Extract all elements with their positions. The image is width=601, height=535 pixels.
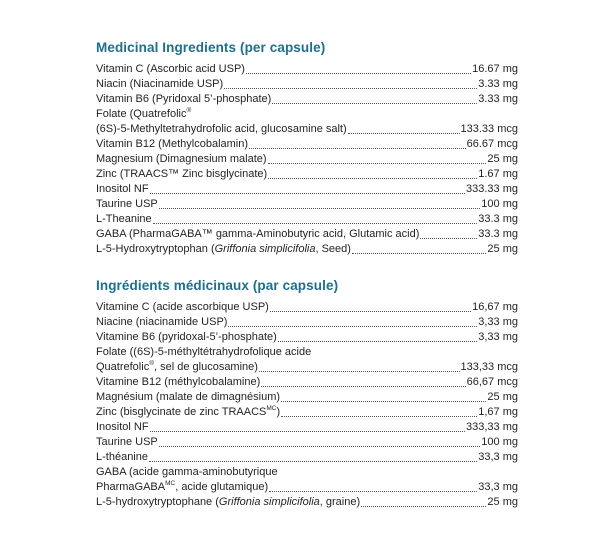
ingredient-amount: 25 mg <box>487 243 518 255</box>
ingredient-name-text: (6S)-5-Methyltetrahydrofolic acid, glucosamine salt) <box>96 123 347 135</box>
ingredient-amount: 3.33 mg <box>478 78 518 90</box>
ingredient-row <box>96 360 518 375</box>
ingredient-amount: 16.67 mg <box>472 63 518 75</box>
french-heading: Ingrédients médicinaux (par capsule) <box>96 278 339 293</box>
ingredient-name-text: Quatrefolic <box>96 361 150 373</box>
ingredient-name-text: Vitamine B6 (pyridoxal-5’-phosphate) <box>96 331 277 343</box>
ingredient-row <box>96 62 518 77</box>
dot-leader <box>281 405 477 420</box>
ingredient-name <box>96 360 258 375</box>
ingredient-name-text: Zinc (TRAACS™ Zinc bisglycinate) <box>96 168 268 180</box>
ingredient-amount: 333.33 mg <box>466 183 518 195</box>
ingredient-amount: 33.3 mg <box>478 228 518 240</box>
ingredient-name-text: , sel de glucosamine) <box>154 361 258 373</box>
ingredient-row <box>96 330 518 345</box>
ingredient-name-text: Taurine USP <box>96 436 158 448</box>
botanical-name: Griffonia simplicifolia <box>214 243 316 255</box>
ingredient-name <box>96 107 191 122</box>
ingredient-amount: 1.67 mg <box>478 168 518 180</box>
dot-leader <box>228 315 477 330</box>
dot-leader <box>278 330 477 345</box>
ingredient-name <box>96 420 149 435</box>
ingredient-name <box>96 495 360 510</box>
english-ingredients-section <box>96 40 518 257</box>
dot-leader <box>149 450 477 465</box>
dot-leader <box>159 435 481 450</box>
ingredient-amount: 33,3 mg <box>478 481 518 493</box>
trademark-mark: MC <box>266 405 277 412</box>
ingredient-name-text: , acide glutamique) <box>175 481 269 493</box>
trademark-mark: MC <box>165 480 176 487</box>
ingredient-amount: 25 mg <box>487 391 518 403</box>
ingredient-name-text: Taurine USP <box>96 198 158 210</box>
ingredient-name-text: L-5-hydroxytryptophane ( <box>96 496 219 508</box>
french-ingredient-list <box>96 300 518 510</box>
dot-leader <box>246 62 471 77</box>
dot-leader <box>352 242 486 257</box>
ingredient-row <box>96 227 518 242</box>
dot-leader <box>153 212 478 227</box>
english-heading: Medicinal Ingredients (per capsule) <box>96 40 326 55</box>
ingredient-name <box>96 375 260 390</box>
ingredient-name <box>96 315 227 330</box>
ingredient-name <box>96 152 267 167</box>
ingredient-name-text: L-théanine <box>96 451 148 463</box>
dot-leader <box>361 495 486 510</box>
ingredient-name <box>96 300 269 315</box>
ingredient-name-text: ) <box>276 406 281 418</box>
dot-leader <box>150 182 465 197</box>
ingredient-name <box>96 212 152 227</box>
dot-leader <box>348 122 460 137</box>
ingredient-name-text: Vitamin B6 (Pyridoxal 5’-phosphate) <box>96 93 272 105</box>
ingredient-row <box>96 300 518 315</box>
ingredient-row <box>96 107 518 122</box>
ingredient-amount: 25 mg <box>487 153 518 165</box>
ingredient-amount: 3.33 mg <box>478 93 518 105</box>
dot-leader <box>268 167 477 182</box>
dot-leader <box>249 137 466 152</box>
dot-leader <box>268 152 487 167</box>
ingredient-amount: 100 mg <box>481 436 518 448</box>
ingredient-name <box>96 450 148 465</box>
french-ingredients-section <box>96 278 518 510</box>
ingredient-row <box>96 152 518 167</box>
ingredient-name-text: , graine) <box>319 496 361 508</box>
ingredient-name <box>96 77 223 92</box>
ingredient-row <box>96 77 518 92</box>
dot-leader <box>261 375 465 390</box>
dot-leader <box>420 227 477 242</box>
ingredient-row <box>96 315 518 330</box>
ingredient-name-text: Inositol NF <box>96 421 149 433</box>
dot-leader <box>159 197 481 212</box>
ingredient-name <box>96 197 158 212</box>
ingredient-row <box>96 137 518 152</box>
ingredient-name-text: GABA (acide gamma-aminobutyrique <box>96 466 278 478</box>
ingredient-row <box>96 122 518 137</box>
ingredient-amount: 3,33 mg <box>478 331 518 343</box>
dot-leader <box>224 77 477 92</box>
ingredient-name <box>96 405 280 420</box>
ingredient-name-text: Magnésium (malate de dimagnésium) <box>96 391 281 403</box>
ingredient-row <box>96 420 518 435</box>
ingredient-amount: 16,67 mg <box>472 301 518 313</box>
ingredient-name <box>96 167 267 182</box>
ingredient-amount: 66,67 mcg <box>466 376 518 388</box>
ingredient-name-text: Niacin (Niacinamide USP) <box>96 78 224 90</box>
ingredient-name <box>96 227 419 242</box>
dot-leader <box>150 420 465 435</box>
ingredient-name <box>96 92 271 107</box>
ingredient-row <box>96 167 518 182</box>
ingredient-name-text: Vitamine C (acide ascorbique USP) <box>96 301 269 313</box>
ingredient-name-text: Magnesium (Dimagnesium malate) <box>96 153 267 165</box>
ingredient-name <box>96 330 277 345</box>
ingredient-amount: 133.33 mcg <box>460 123 518 135</box>
dot-leader <box>272 92 477 107</box>
ingredient-name <box>96 345 311 360</box>
ingredient-row <box>96 182 518 197</box>
ingredient-name-text: Niacine (niacinamide USP) <box>96 316 228 328</box>
dot-leader <box>259 360 460 375</box>
ingredient-amount: 333,33 mg <box>466 421 518 433</box>
ingredient-name <box>96 390 280 405</box>
ingredient-name-text: , Seed) <box>315 243 351 255</box>
ingredient-amount: 133,33 mcg <box>460 361 518 373</box>
ingredient-name-text: Vitamin C (Ascorbic acid USP) <box>96 63 245 75</box>
ingredient-name-text: GABA (PharmaGABA™ gamma-Aminobutyric acid, Glutamic acid) <box>96 228 420 240</box>
ingredient-amount: 33,3 mg <box>478 451 518 463</box>
ingredient-name <box>96 242 351 257</box>
ingredient-name <box>96 137 248 152</box>
dot-leader <box>281 390 486 405</box>
ingredient-name-text: Folate (Quatrefolic <box>96 108 187 120</box>
ingredient-name <box>96 480 268 495</box>
ingredient-name <box>96 122 347 137</box>
ingredient-row <box>96 480 518 495</box>
ingredient-amount: 1,67 mg <box>478 406 518 418</box>
english-ingredient-list <box>96 62 518 257</box>
botanical-name: Griffonia simplicifolia <box>218 496 320 508</box>
ingredient-name-text: Folate ((6S)-5-méthyltétrahydrofolique acide <box>96 346 312 358</box>
ingredient-name-text: Vitamine B12 (méthylcobalamine) <box>96 376 261 388</box>
ingredient-name <box>96 465 278 480</box>
ingredient-row <box>96 345 518 360</box>
ingredient-row <box>96 405 518 420</box>
ingredient-amount: 3,33 mg <box>478 316 518 328</box>
ingredient-name-text: PharmaGABA <box>96 481 166 493</box>
dot-leader <box>269 480 477 495</box>
ingredient-row <box>96 212 518 227</box>
ingredient-amount: 25 mg <box>487 496 518 508</box>
ingredient-row <box>96 435 518 450</box>
ingredient-row <box>96 375 518 390</box>
ingredient-name <box>96 62 245 77</box>
dot-leader <box>270 300 471 315</box>
ingredient-name-text: L-5-Hydroxytryptophan ( <box>96 243 215 255</box>
ingredient-row <box>96 197 518 212</box>
ingredient-name <box>96 182 149 197</box>
ingredient-name-text: Zinc (bisglycinate de zinc TRAACS <box>96 406 267 418</box>
ingredient-row <box>96 92 518 107</box>
ingredient-name-text: L-Theanine <box>96 213 152 225</box>
trademark-mark: ® <box>149 360 154 367</box>
ingredient-amount: 66.67 mcg <box>466 138 518 150</box>
ingredient-name-text: Vitamin B12 (Methylcobalamin) <box>96 138 249 150</box>
trademark-mark: ® <box>186 107 192 114</box>
ingredient-row <box>96 465 518 480</box>
ingredient-name <box>96 435 158 450</box>
ingredient-row <box>96 390 518 405</box>
ingredient-amount: 100 mg <box>481 198 518 210</box>
ingredient-row <box>96 495 518 510</box>
ingredient-row <box>96 450 518 465</box>
ingredient-name-text: Inositol NF <box>96 183 149 195</box>
ingredient-row <box>96 242 518 257</box>
ingredient-amount: 33.3 mg <box>478 213 518 225</box>
